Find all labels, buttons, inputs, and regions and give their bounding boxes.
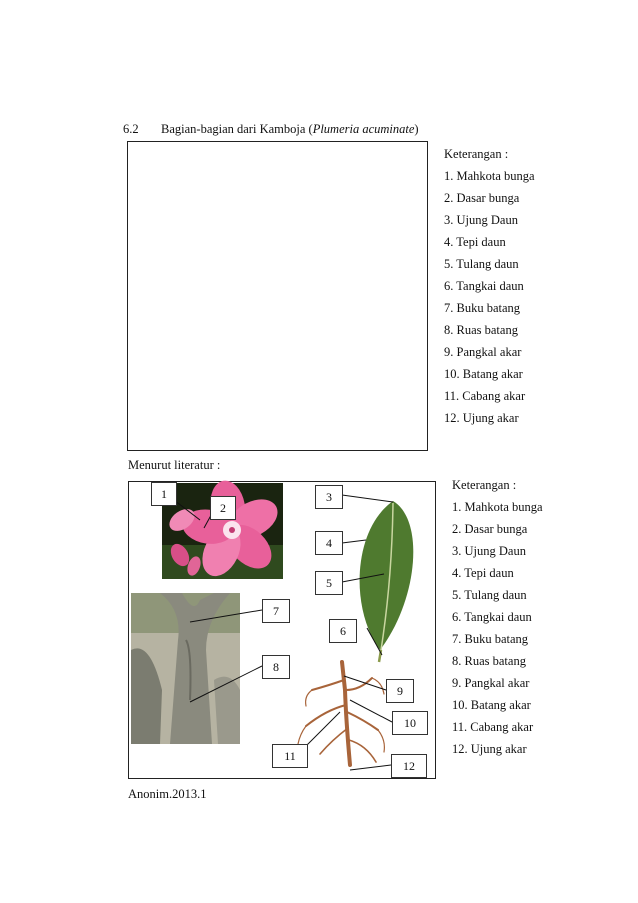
legend-item: 3. Ujung Daun bbox=[444, 213, 518, 227]
legend-item: 1. Mahkota bunga bbox=[444, 169, 535, 183]
literature-heading: Menurut literatur : bbox=[128, 458, 221, 472]
species-name: Plumeria acuminate bbox=[312, 122, 415, 136]
root-drawing bbox=[298, 662, 384, 765]
source-citation: Anonim.2013.1 bbox=[128, 787, 207, 801]
section-number: 6.2 bbox=[123, 122, 139, 136]
legend-item: 12. Ujung akar bbox=[444, 411, 519, 425]
legend-item: 5. Tulang daun bbox=[452, 588, 527, 602]
legend-title: Keterangan : bbox=[444, 147, 509, 161]
figure-label-6: 6 bbox=[329, 619, 357, 643]
legend-item: 2. Dasar bunga bbox=[444, 191, 520, 205]
heading-text: Bagian-bagian dari Kamboja ( bbox=[161, 122, 313, 136]
figure-label-5: 5 bbox=[315, 571, 343, 595]
legend-item: 9. Pangkal akar bbox=[452, 676, 530, 690]
legend-item: 7. Buku batang bbox=[452, 632, 529, 646]
figure-label-11: 11 bbox=[272, 744, 308, 768]
legend-title: Keterangan : bbox=[452, 478, 517, 492]
legend-item: 11. Cabang akar bbox=[444, 389, 526, 403]
legend-item: 12. Ujung akar bbox=[452, 742, 527, 756]
leaf-drawing bbox=[360, 501, 414, 662]
legend-item: 4. Tepi daun bbox=[452, 566, 514, 580]
legend-item: 6. Tangkai daun bbox=[452, 610, 532, 624]
legend-item: 1. Mahkota bunga bbox=[452, 500, 543, 514]
legend-item: 3. Ujung Daun bbox=[452, 544, 526, 558]
legend-item: 9. Pangkal akar bbox=[444, 345, 522, 359]
legend-item: 8. Ruas batang bbox=[444, 323, 518, 337]
figure-label-1: 1 bbox=[151, 482, 177, 506]
figure-label-7: 7 bbox=[262, 599, 290, 623]
legend-literature bbox=[452, 478, 543, 764]
legend-item: 11. Cabang akar bbox=[452, 720, 534, 734]
stem-photo bbox=[131, 593, 240, 744]
legend-item: 2. Dasar bunga bbox=[452, 522, 528, 536]
heading-text-end: ) bbox=[414, 122, 419, 136]
legend-item: 6. Tangkai daun bbox=[444, 279, 524, 293]
figure-label-8: 8 bbox=[262, 655, 290, 679]
legend-item: 7. Buku batang bbox=[444, 301, 521, 315]
figure-label-2: 2 bbox=[210, 496, 236, 520]
legend-item: 10. Batang akar bbox=[452, 698, 531, 712]
figure-label-3: 3 bbox=[315, 485, 343, 509]
flower-photo bbox=[162, 478, 284, 583]
figure-label-10: 10 bbox=[392, 711, 428, 735]
figure-label-4: 4 bbox=[315, 531, 343, 555]
figure-label-12: 12 bbox=[391, 754, 427, 778]
legend-item: 8. Ruas batang bbox=[452, 654, 526, 668]
legend-item: 5. Tulang daun bbox=[444, 257, 519, 271]
legend-item: 4. Tepi daun bbox=[444, 235, 506, 249]
figure-label-9: 9 bbox=[386, 679, 414, 703]
legend-item: 10. Batang akar bbox=[444, 367, 523, 381]
